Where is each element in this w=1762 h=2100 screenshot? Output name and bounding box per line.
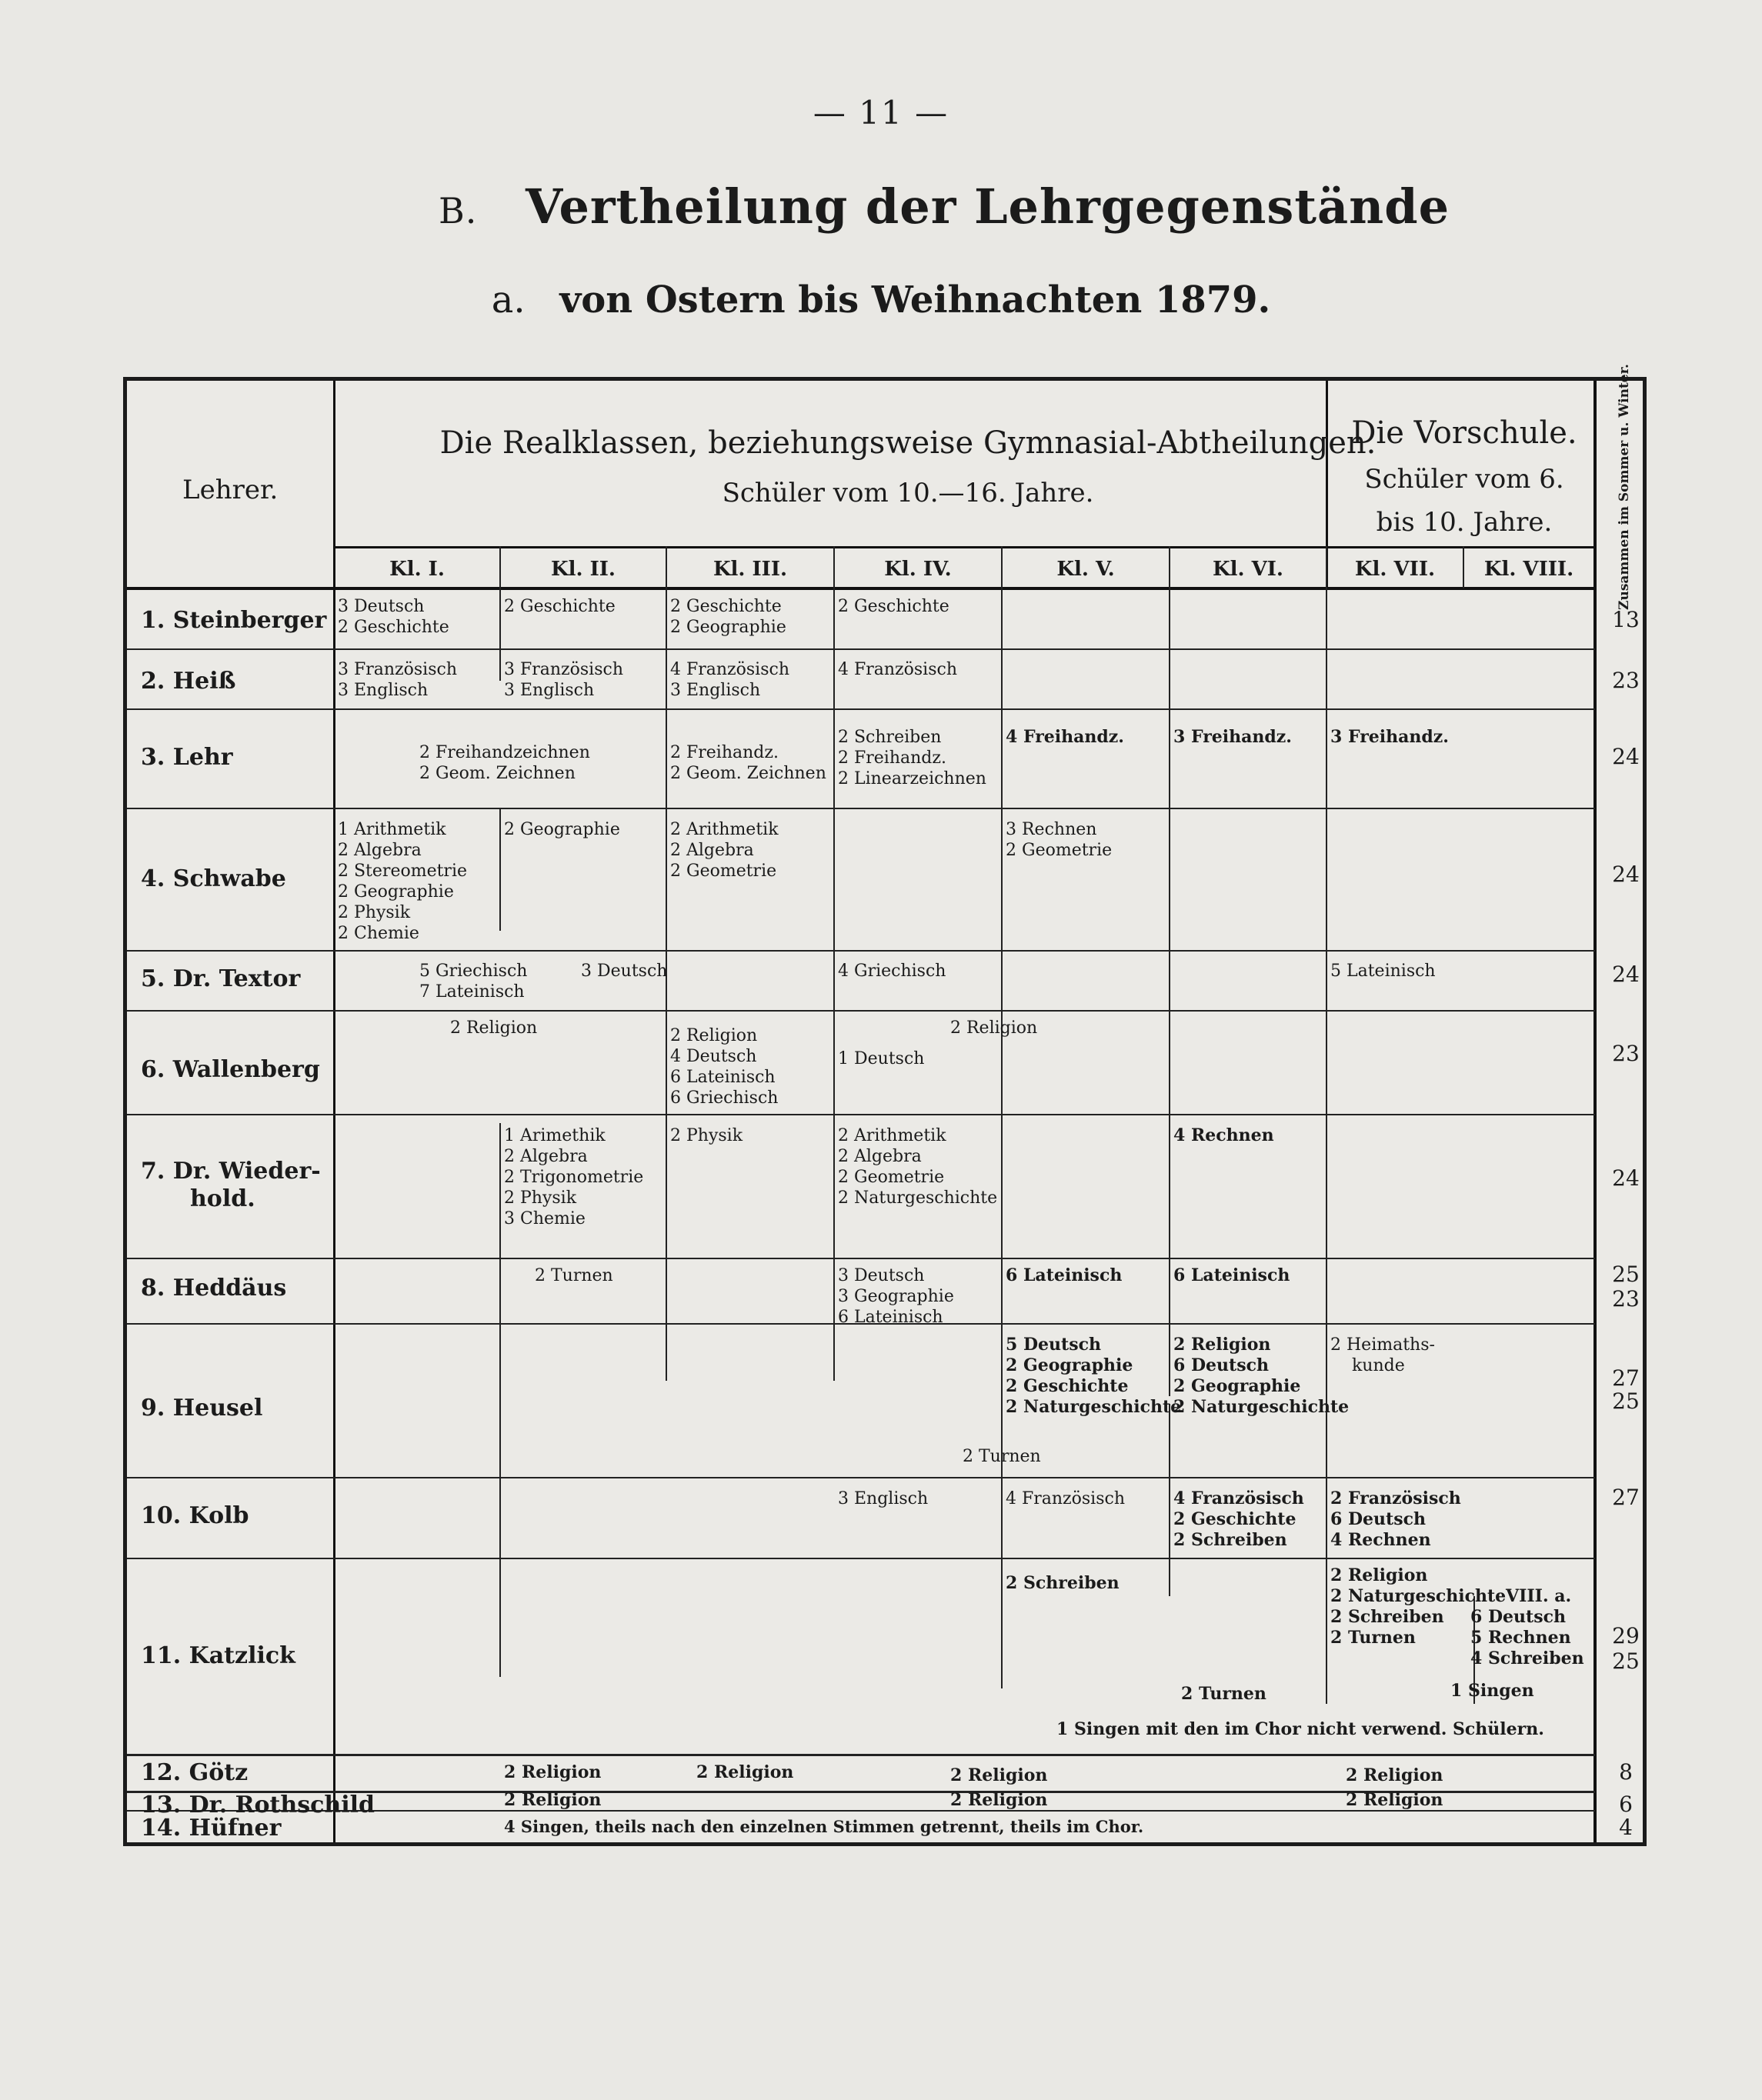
col-header-k1: Kl. I. [389, 558, 445, 581]
cell-r4-k1: 1 Arithmetik 2 Algebra 2 Stereometrie 2 Geographie 2 Physik 2 Chemie [338, 820, 467, 943]
cell-r6-k12: 2 Religion [450, 1018, 538, 1038]
teacher-total: 24 [1612, 744, 1640, 769]
cell-r8-k5: 6 Lateinisch [1006, 1265, 1123, 1285]
teacher-name: 5. Dr. Textor [141, 965, 301, 992]
cell-r3-k12: 2 Freihandzeichnen 2 Geom. Zeichnen [419, 743, 590, 783]
header-realklassen: Die Realklassen, beziehungsweise Gymnasial-Abtheilungen. [439, 425, 1377, 461]
cell-r7-k4: 2 Arithmetik 2 Algebra 2 Geometrie 2 Naturgeschichte [838, 1126, 998, 1208]
cell-r11-k8-label: VIII. a. [1506, 1586, 1572, 1606]
teacher-total: 27 [1612, 1485, 1640, 1510]
teacher-name: 7. Dr. Wieder- [141, 1158, 321, 1185]
col-header-k6: Kl. VI. [1213, 558, 1283, 581]
cell-r2-k3: 4 Französisch 3 Englisch [670, 660, 789, 700]
teacher-name: 10. Kolb [141, 1502, 249, 1529]
section-title: Vertheilung der Lehrgegenstände [526, 178, 1450, 235]
cell-r13-k78: 2 Religion [1346, 1790, 1443, 1810]
teacher-total: 6 [1619, 1792, 1633, 1817]
cell-r8-k4: 3 Deutsch 3 Geographie 6 Lateinisch [838, 1266, 954, 1327]
cell-r1-k2: 2 Geschichte [504, 597, 616, 616]
cell-r1-k4: 2 Geschichte [838, 597, 949, 616]
col-header-k5: Kl. V. [1056, 558, 1115, 581]
teacher-total: 23 [1612, 668, 1640, 693]
header-teacher: Lehrer. [182, 475, 279, 505]
cell-r12-k78: 2 Religion [1346, 1765, 1443, 1785]
cell-r10-k6: 4 Französisch 2 Geschichte 2 Schreiben [1173, 1488, 1304, 1550]
cell-r4-k2: 2 Geographie [504, 820, 620, 839]
header-vorschule-age [1349, 458, 1580, 544]
cell-r7-k2: 1 Arimethik 2 Algebra 2 Trigonometrie 2 Physik 3 Chemie [504, 1126, 644, 1228]
cell-r9-turnen: 2 Turnen [963, 1447, 1041, 1466]
cell-r13-k45: 2 Religion [950, 1790, 1048, 1810]
teacher-name-cont: hold. [190, 1185, 255, 1212]
cell-r2-k4: 4 Französisch [838, 660, 957, 679]
cell-r6-k3: 2 Religion 4 Deutsch 6 Lateinisch 6 Griechisch [670, 1026, 779, 1108]
teacher-total: 24 [1612, 1165, 1640, 1191]
cell-r12-k2: 2 Religion [504, 1762, 602, 1782]
teacher-name: 14. Hüfner [141, 1815, 282, 1842]
header-vorschule: Die Vorschule. [1351, 415, 1577, 451]
col-header-k3: Kl. III. [712, 558, 788, 581]
teacher-total: 13 [1612, 607, 1640, 632]
header-vorschule-age-line2: bis 10. Jahre. [1376, 507, 1553, 538]
cell-r11-k7: 2 Religion 2 Naturgeschichte 2 Schreiben 2 Turnen [1330, 1565, 1507, 1648]
col-header-k7: Kl. VII. [1354, 558, 1436, 581]
teacher-total: 8 [1619, 1759, 1633, 1785]
cell-r4-k3: 2 Arithmetik 2 Algebra 2 Geometrie [670, 820, 779, 881]
cell-r12-k3: 2 Religion [696, 1762, 794, 1782]
teacher-total: 24 [1612, 962, 1640, 987]
cell-r9-k6: 2 Religion 6 Deutsch 2 Geographie 2 Naturgeschichte [1173, 1335, 1350, 1417]
cell-r3-k3: 2 Freihandz. 2 Geom. Zeichnen [670, 743, 826, 783]
cell-r7-k3: 2 Physik [670, 1126, 743, 1145]
cell-r3-k7: 3 Freihandz. [1330, 727, 1449, 747]
cell-r11-singen: 1 Singen [1450, 1681, 1534, 1701]
teacher-name: 1. Steinberger [141, 607, 327, 634]
cell-r10-k7: 2 Französisch 6 Deutsch 4 Rechnen [1330, 1488, 1461, 1550]
teacher-name: 6. Wallenberg [141, 1056, 320, 1083]
cell-r11-chor: 1 Singen mit den im Chor nicht verwend. Schülern. [1056, 1719, 1544, 1739]
cell-r11-k8: 6 Deutsch 5 Rechnen 4 Schreiben [1470, 1607, 1584, 1668]
cell-r13-k2: 2 Religion [504, 1790, 602, 1810]
cell-r12-k45: 2 Religion [950, 1765, 1048, 1785]
section-label: B. [439, 190, 478, 232]
teacher-total-alt: 23 [1612, 1286, 1640, 1312]
teacher-total: 27 [1612, 1365, 1640, 1391]
cell-r4-k5: 3 Rechnen 2 Geometrie [1006, 820, 1113, 860]
cell-r10-k5: 4 Französisch [1006, 1489, 1125, 1508]
teacher-total: 29 [1612, 1623, 1640, 1648]
teacher-name: 3. Lehr [141, 744, 233, 771]
cell-r14: 4 Singen, theils nach den einzelnen Stimmen getrennt, theils im Chor. [504, 1817, 1144, 1836]
cell-r6-k4: 1 Deutsch [838, 1049, 925, 1068]
cell-r5-k7: 5 Lateinisch [1330, 962, 1436, 981]
teacher-name: 8. Heddäus [141, 1275, 287, 1302]
sub-heading [0, 278, 1762, 322]
section-heading [439, 178, 1450, 235]
col-header-k8: Kl. VIII. [1483, 558, 1574, 581]
cell-r7-k6: 4 Rechnen [1173, 1125, 1274, 1145]
teacher-name: 9. Heusel [141, 1395, 263, 1422]
header-vorschule-age-line1: Schüler vom 6. [1364, 464, 1564, 495]
cell-r5-k1: 5 Griechisch 7 Lateinisch [419, 962, 528, 1002]
teacher-name: 13. Dr. Rothschild [141, 1792, 375, 1818]
cell-r9-k5: 5 Deutsch 2 Geographie 2 Geschichte 2 Naturgeschichte [1006, 1335, 1182, 1417]
teacher-name: 2. Heiß [141, 668, 236, 695]
cell-r8-k6: 6 Lateinisch [1173, 1265, 1290, 1285]
cell-r11-turnen: 2 Turnen [1181, 1684, 1266, 1704]
header-total-label: Zusammen im Sommer u. Winter. [1617, 363, 1632, 610]
cell-r1-k3: 2 Geschichte 2 Geographie [670, 597, 786, 637]
cell-r9-k7: 2 Heimaths- kunde [1330, 1335, 1435, 1375]
cell-r10-k4: 3 Englisch [838, 1489, 929, 1508]
cell-r8-k12: 2 Turnen [535, 1266, 613, 1285]
cell-r3-k5: 4 Freihandz. [1006, 727, 1124, 747]
teacher-total-alt: 25 [1612, 1648, 1640, 1674]
cell-r3-k4: 2 Schreiben 2 Freihandz. 2 Linearzeichnen [838, 728, 986, 788]
teacher-total: 24 [1612, 862, 1640, 887]
col-header-k2: Kl. II. [551, 558, 616, 581]
teacher-name: 12. Götz [141, 1759, 249, 1786]
sub-heading-label: a. [491, 278, 526, 322]
teacher-total: 4 [1619, 1815, 1633, 1840]
cell-r2-k1: 3 Französisch 3 Englisch [338, 660, 457, 700]
cell-r3-k6: 3 Freihandz. [1173, 727, 1292, 747]
header-realklassen-age: Schüler vom 10.—16. Jahre. [722, 478, 1094, 508]
cell-r5-k2: 3 Deutsch [581, 962, 668, 981]
teacher-total: 23 [1612, 1041, 1640, 1066]
sub-heading-title: von Ostern bis Weihnachten 1879. [559, 278, 1271, 322]
distribution-table [123, 363, 1647, 1846]
page-number: — 11 — [813, 94, 949, 132]
cell-r1-k1: 3 Deutsch 2 Geschichte [338, 597, 449, 637]
teacher-name: 11. Katzlick [141, 1642, 295, 1669]
teacher-total: 25 [1612, 1262, 1640, 1287]
teacher-total-alt: 25 [1612, 1388, 1640, 1414]
cell-r2-k2: 3 Französisch 3 Englisch [504, 660, 623, 700]
cell-r5-k4: 4 Griechisch [838, 962, 946, 981]
cell-r6-k45: 2 Religion [950, 1018, 1038, 1038]
header-total [1604, 363, 1644, 610]
col-header-k4: Kl. IV. [884, 558, 952, 581]
cell-r11-k5: 2 Schreiben [1006, 1573, 1120, 1593]
teacher-name: 4. Schwabe [141, 865, 286, 892]
